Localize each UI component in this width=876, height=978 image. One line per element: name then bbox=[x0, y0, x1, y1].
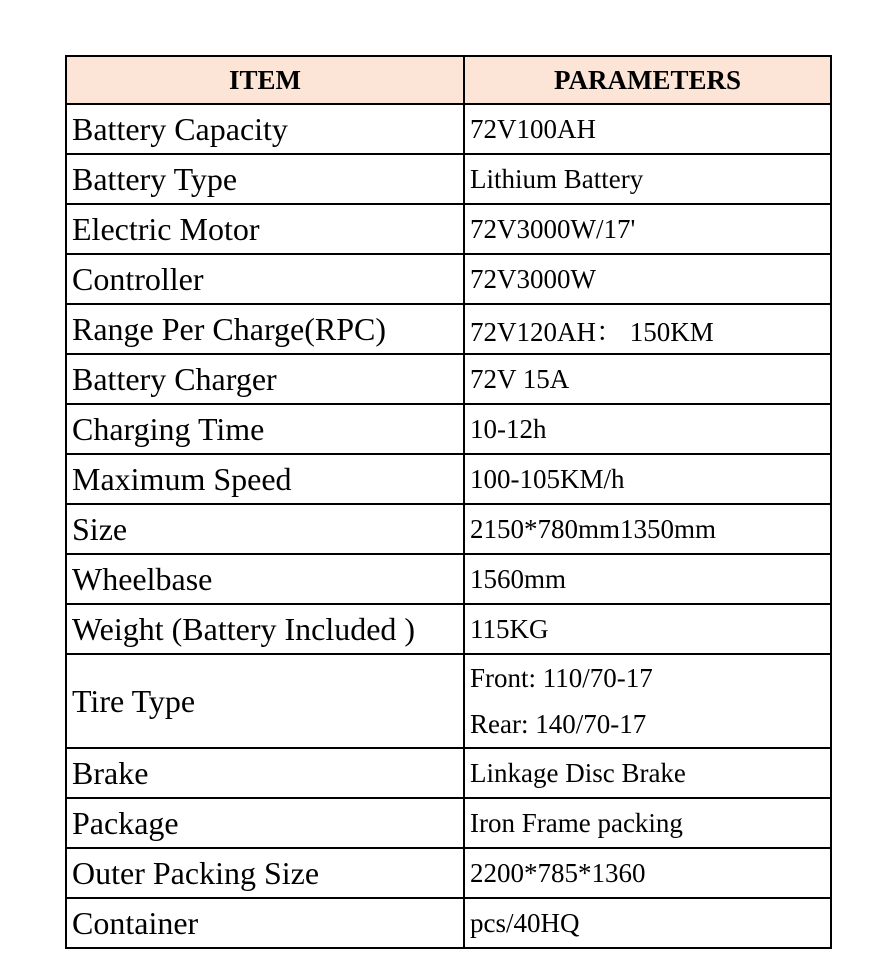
row-item-label: Tire Type bbox=[66, 654, 464, 748]
tire-rear-value: Rear: 140/70-17 bbox=[470, 709, 647, 739]
row-parameter-value: pcs/40HQ bbox=[464, 898, 831, 948]
table-row bbox=[66, 848, 831, 898]
tire-front-value: Front: 110/70-17 bbox=[470, 663, 653, 693]
row-item-label: Wheelbase bbox=[66, 554, 464, 604]
row-item-label: Outer Packing Size bbox=[66, 848, 464, 898]
row-parameter-value: 115KG bbox=[464, 604, 831, 654]
table-row bbox=[66, 748, 831, 798]
spec-table bbox=[65, 55, 832, 949]
row-item-label: Charging Time bbox=[66, 404, 464, 454]
row-item-label: Controller bbox=[66, 254, 464, 304]
row-item-label: Battery Capacity bbox=[66, 104, 464, 154]
row-parameter-value: 2150*780mm1350mm bbox=[464, 504, 831, 554]
header-row bbox=[66, 56, 831, 104]
table-row bbox=[66, 304, 831, 354]
table-row bbox=[66, 604, 831, 654]
row-parameter-value: 72V3000W/17' bbox=[464, 204, 831, 254]
table-row bbox=[66, 204, 831, 254]
table-row bbox=[66, 504, 831, 554]
row-item-label: Battery Type bbox=[66, 154, 464, 204]
row-item-label: Weight (Battery Included ) bbox=[66, 604, 464, 654]
row-item-label: Battery Charger bbox=[66, 354, 464, 404]
header-item: ITEM bbox=[66, 56, 464, 104]
row-item-label: Maximum Speed bbox=[66, 454, 464, 504]
row-item-label: Container bbox=[66, 898, 464, 948]
row-parameter-value: 72V100AH bbox=[464, 104, 831, 154]
table-row bbox=[66, 554, 831, 604]
row-item-label: Range Per Charge(RPC) bbox=[66, 304, 464, 354]
table-row bbox=[66, 254, 831, 304]
row-parameter-value bbox=[464, 654, 831, 748]
row-parameter-value: 72V120AH： 150KM bbox=[464, 304, 831, 354]
table-row bbox=[66, 354, 831, 404]
header-parameters: PARAMETERS bbox=[464, 56, 831, 104]
row-item-label: Brake bbox=[66, 748, 464, 798]
table-row bbox=[66, 404, 831, 454]
row-parameter-value: 72V3000W bbox=[464, 254, 831, 304]
table-row bbox=[66, 898, 831, 948]
row-item-label: Package bbox=[66, 798, 464, 848]
row-parameter-value: 1560mm bbox=[464, 554, 831, 604]
row-item-label: Electric Motor bbox=[66, 204, 464, 254]
row-item-label: Size bbox=[66, 504, 464, 554]
row-parameter-value: 72V 15A bbox=[464, 354, 831, 404]
table-row bbox=[66, 154, 831, 204]
table-row bbox=[66, 104, 831, 154]
row-parameter-value: Iron Frame packing bbox=[464, 798, 831, 848]
table-row bbox=[66, 798, 831, 848]
row-parameter-value: Linkage Disc Brake bbox=[464, 748, 831, 798]
table-row bbox=[66, 654, 831, 748]
row-parameter-value: Lithium Battery bbox=[464, 154, 831, 204]
row-parameter-value: 2200*785*1360 bbox=[464, 848, 831, 898]
row-parameter-value: 100-105KM/h bbox=[464, 454, 831, 504]
row-parameter-value: 10-12h bbox=[464, 404, 831, 454]
table-row bbox=[66, 454, 831, 504]
